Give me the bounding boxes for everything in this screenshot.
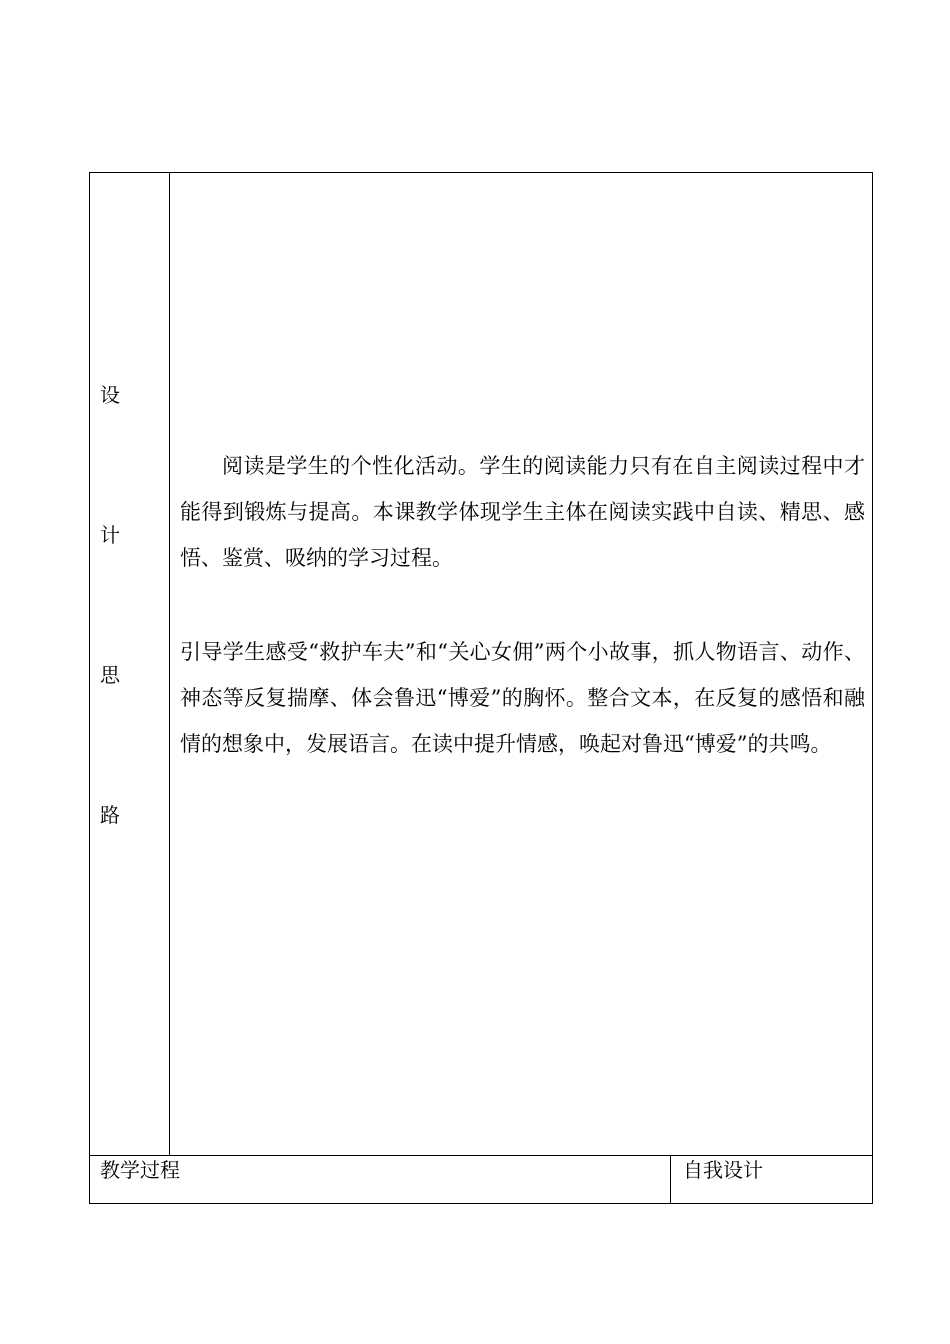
label-char-4: 路	[100, 803, 120, 827]
design-paragraph-2: 引导学生感受“救护车夫”和“关心女佣”两个小故事，抓人物语言、动作、神态等反复揣摩、体会鲁迅“博爱”的胸怀。整合文本，在反复的感悟和融情的想象中，发展语言。在读中提升情感，唤起对鲁迅“博爱”的共鸣。	[180, 640, 865, 756]
design-idea-content-cell	[170, 173, 873, 1155]
design-paragraph-1: 阅读是学生的个性化活动。学生的阅读能力只有在自主阅读过程中才能得到锻炼与提高。本课教学体现学生主体在阅读实践中自读、精思、感悟、鉴赏、吸纳的学习过程。	[180, 454, 865, 570]
teaching-process-cell	[90, 1156, 671, 1204]
label-char-3: 思	[100, 663, 120, 687]
lesson-plan-table	[89, 172, 873, 1204]
self-design-label: 自我设计	[683, 1158, 763, 1182]
label-char-1: 设	[100, 383, 120, 407]
teaching-process-label: 教学过程	[100, 1158, 180, 1182]
label-char-2: 计	[100, 523, 120, 547]
design-idea-label-cell	[90, 173, 170, 1155]
header-row	[90, 1155, 872, 1203]
